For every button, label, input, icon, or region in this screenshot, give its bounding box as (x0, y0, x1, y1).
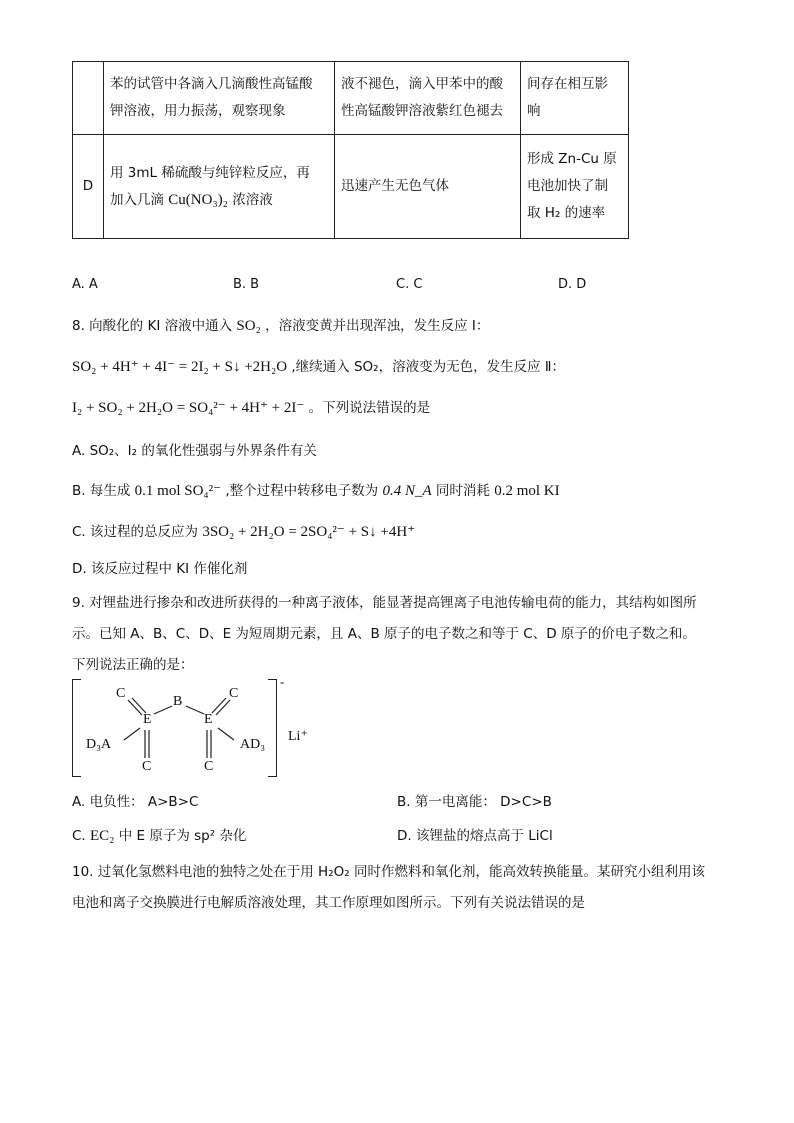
q9-stem-line-2: 示。已知 A、B、C、D、E 为短周期元素，且 A、B 原子的电子数之和等于 C、D 原子的价电子数之和。 (72, 626, 696, 642)
option-a[interactable]: A. A (72, 277, 98, 292)
atom-b: B (173, 694, 183, 709)
atom-e-right: E (204, 712, 213, 727)
q10-stem-line-1: 10. 过氧化氢燃料电池的独特之处在于用 H₂O₂ 同时作燃料和氧化剂，能高效转换能量。某研究小组利用该 (72, 864, 705, 880)
q9-option-c[interactable]: C. EC₂ 中 E 原子为 sp² 杂化 (72, 828, 247, 844)
conclusion-cell: 间存在相互影 响 (521, 62, 629, 135)
atom-e-left: E (143, 712, 152, 727)
q8-reaction-2: I₂ + SO₂ + 2H₂O = SO₄²⁻ + 4H⁺ + 2I⁻ 。下列说法错误的是 (72, 400, 431, 416)
operation-cell: 苯的试管中各滴入几滴酸性高锰酸 钾溶液，用力振荡，观察现象 (104, 62, 335, 135)
phenomenon-cell: 迅速产生无色气体 (335, 135, 521, 239)
group-d3a: D₃A (86, 737, 112, 752)
group-ad3: AD₃ (240, 737, 266, 752)
q8-option-a[interactable]: A. SO₂、I₂ 的氧化性强弱与外界条件有关 (72, 443, 317, 459)
atom-c-lower-right: C (204, 759, 214, 774)
row-label (73, 62, 104, 135)
q9-stem-line-3: 下列说法正确的是： (72, 657, 194, 673)
q9-option-d[interactable]: D. 该锂盐的熔点高于 LiCl (397, 828, 553, 844)
q8-option-d[interactable]: D. 该反应过程中 KI 作催化剂 (72, 561, 248, 577)
q8-reaction-1: SO₂ + 4H⁺ + 4I⁻ = 2I₂ + S↓ +2H₂O ,继续通入 SO₂，溶液变为无色，发生反应 Ⅱ： (72, 359, 565, 375)
q7-options (72, 277, 712, 297)
row-label: D (73, 135, 104, 239)
table-row (73, 135, 629, 239)
lithium-cation: Li⁺ (288, 729, 308, 744)
option-c[interactable]: C. C (396, 277, 423, 292)
q8-option-c[interactable]: C. 该过程的总反应为 3SO₂ + 2H₂O = 2SO₄²⁻ + S↓ +4H⁺ (72, 524, 416, 540)
q9-option-b[interactable]: B. 第一电离能： D>C>B (397, 794, 552, 810)
q8-option-b[interactable]: B. 每生成 0.1 mol SO₄²⁻ ,整个过程中转移电子数为 0.4 N_A 同时消耗 0.2 mol KI (72, 483, 560, 499)
atom-c-upper-left: C (116, 686, 126, 701)
conclusion-cell: 形成 Zn-Cu 原 电池加快了制 取 H₂ 的速率 (521, 135, 629, 239)
q9-option-a[interactable]: A. 电负性： A>B>C (72, 794, 199, 810)
anion-charge: - (280, 674, 285, 689)
table-row (73, 62, 629, 135)
q9-stem-line-1: 9. 对锂盐进行掺杂和改进所获得的一种离子液体，能显著提高锂离子电池传输电荷的能力，其结构如图所 (72, 595, 697, 611)
atom-c-lower-left: C (142, 759, 152, 774)
operation-cell: 用 3mL 稀硫酸与纯锌粒反应，再 加入几滴 Cu(NO₃)₂ 浓溶液 (104, 135, 335, 239)
atom-c-upper-right: C (229, 686, 239, 701)
experiment-table (72, 61, 629, 239)
option-b[interactable]: B. B (233, 277, 260, 292)
q8-stem: 8. 向酸化的 KI 溶液中通入 SO₂ ，溶液变黄并出现浑浊，发生反应 Ⅰ： (72, 318, 490, 334)
q10-stem-line-2: 电池和离子交换膜进行电解质溶液处理，其工作原理如图所示。下列有关说法错误的是 (72, 895, 585, 911)
option-d[interactable]: D. D (558, 277, 587, 292)
phenomenon-cell: 液不褪色，滴入甲苯中的酸 性高锰酸钾溶液紫红色褪去 (335, 62, 521, 135)
